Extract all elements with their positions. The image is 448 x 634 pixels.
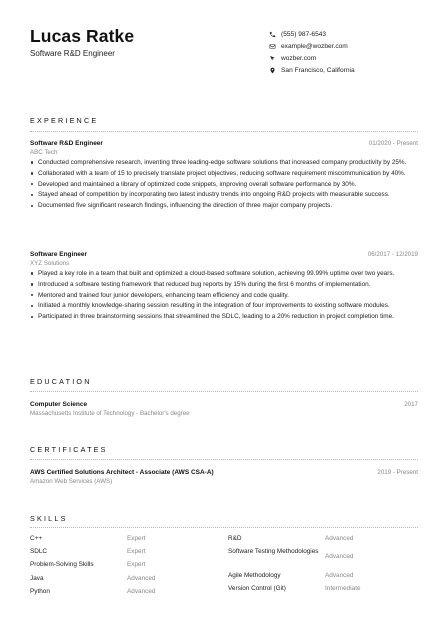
certificate-issuer: Amazon Web Services (AWS) bbox=[30, 477, 113, 485]
map-pin-icon bbox=[268, 67, 276, 75]
skill-level: Intermediate bbox=[325, 585, 361, 592]
contact-website bbox=[268, 52, 438, 64]
job-title: Software R&D Engineer bbox=[30, 140, 103, 147]
location-text: San Francisco, California bbox=[281, 67, 355, 75]
skill-level: Advanced bbox=[325, 535, 354, 542]
envelope-icon bbox=[268, 42, 276, 50]
list-item: Developed and maintained a library of optimized code snippets, improving overall software performance by 30%. bbox=[30, 180, 420, 189]
contact-phone bbox=[268, 28, 438, 40]
website-link[interactable]: wozber.com bbox=[281, 54, 317, 62]
candidate-title: Software R&D Engineer bbox=[30, 49, 115, 58]
skill-name: R&D bbox=[228, 535, 242, 542]
list-item: Introduced a software testing framework that reduced bug reports by 15% during the first 6 months of implementation. bbox=[30, 280, 420, 289]
job-dates: 06/2017 - 12/2019 bbox=[367, 251, 418, 258]
skill-level: Advanced bbox=[325, 572, 354, 579]
candidate-name: Lucas Ratke bbox=[30, 26, 135, 46]
experience-heading: EXPERIENCE bbox=[30, 116, 99, 125]
job-bullets bbox=[30, 158, 420, 212]
list-item: Documented five significant research findings, influencing the direction of three major company projects. bbox=[30, 201, 420, 210]
education-degree: Computer Science bbox=[30, 401, 88, 408]
education-year: 2017 bbox=[404, 401, 418, 408]
skill-name: Version Control (Git) bbox=[228, 585, 286, 592]
phone-text: (555) 987-6543 bbox=[281, 30, 327, 38]
job-company: XYZ Solutions bbox=[30, 259, 70, 267]
skill-level: Expert bbox=[127, 561, 146, 568]
skill-name: Agile Methodology bbox=[228, 572, 281, 579]
skill-name: Python bbox=[30, 587, 50, 595]
skill-name: C++ bbox=[30, 535, 43, 542]
education-divider bbox=[30, 391, 418, 392]
phone-icon bbox=[268, 30, 276, 38]
education-heading: EDUCATION bbox=[30, 377, 92, 386]
list-item: Collaborated with a team of 15 to precisely translate project objectives, reducing software requirement miscommunication by 40%. bbox=[30, 169, 420, 178]
list-item: Played a key role in a team that built and optimized a cloud-based software solution, achieving 99.99% uptime over two years. bbox=[30, 269, 420, 278]
skill-level: Advanced bbox=[325, 553, 354, 560]
contact-list bbox=[268, 28, 438, 77]
certificate-dates: 2019 - Present bbox=[377, 469, 418, 476]
list-item: Initiated a monthly knowledge-sharing session resulting in the integration of four improvements to existing software modules. bbox=[30, 301, 420, 310]
skill-name: SDLC bbox=[30, 548, 48, 555]
skill-level: Expert bbox=[127, 535, 146, 542]
list-item: Stayed ahead of competition by incorporating two latest industry trends into ongoing R&D projects with measurable success. bbox=[30, 190, 420, 199]
certificates-heading: CERTIFICATES bbox=[30, 445, 108, 454]
skill-level: Advanced bbox=[127, 574, 156, 582]
skill-name: Java bbox=[30, 574, 44, 582]
skill-name: Problem-Solving Skills bbox=[30, 561, 94, 568]
skills-divider bbox=[30, 527, 418, 528]
job-dates: 01/2020 - Present bbox=[368, 140, 418, 147]
skill-level: Expert bbox=[127, 548, 146, 555]
certificate-name: AWS Certified Solutions Architect - Associate (AWS CSA-A) bbox=[30, 469, 214, 476]
education-school: Massachusetts Institute of Technology - Bachelor's degree bbox=[30, 409, 190, 417]
job-title: Software Engineer bbox=[30, 251, 88, 258]
contact-location bbox=[268, 65, 438, 77]
experience-divider bbox=[30, 131, 418, 132]
job-company: ABC Tech bbox=[30, 148, 58, 156]
list-item: Mentored and trained four junior developers, enhancing team efficiency and code quality. bbox=[30, 291, 420, 300]
skills-heading: SKILLS bbox=[30, 514, 68, 523]
cursor-icon bbox=[268, 54, 276, 62]
certificates-divider bbox=[30, 459, 418, 460]
skill-name: Software Testing Methodologies bbox=[228, 548, 319, 555]
list-item: Conducted comprehensive research, inventing three leading-edge software solutions that increased company productivity by 25%. bbox=[30, 158, 420, 167]
job-bullets bbox=[30, 269, 420, 323]
skill-level: Advanced bbox=[127, 587, 156, 595]
email-link[interactable]: example@wozber.com bbox=[281, 42, 348, 50]
list-item: Participated in three brainstorming sessions that streamlined the SDLC, leading to a 20% reduction in project completion time. bbox=[30, 312, 420, 321]
contact-email bbox=[268, 40, 438, 52]
